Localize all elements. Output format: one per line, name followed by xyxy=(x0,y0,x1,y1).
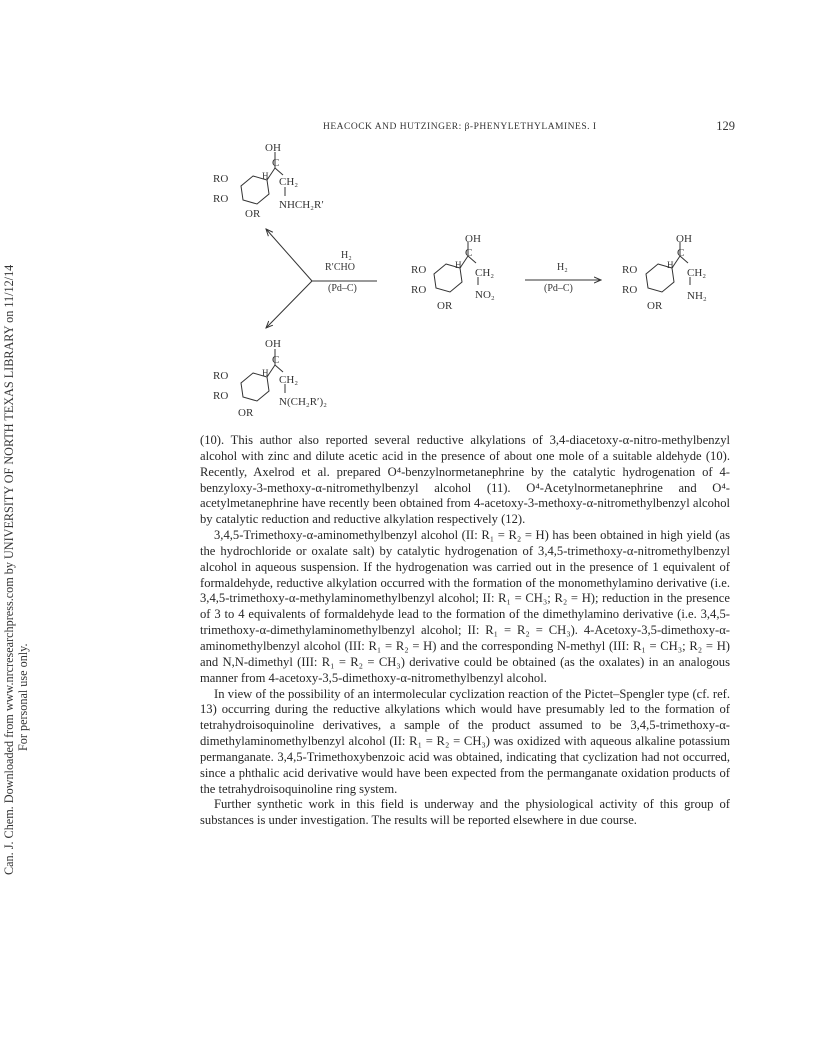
download-watermark xyxy=(2,175,46,875)
carbon-label: C xyxy=(272,354,280,366)
reaction-scheme xyxy=(195,138,755,423)
alkoxy-label: RO xyxy=(411,264,427,276)
paragraph: (10). This author also reported several reductive alkylations of 3,4-diacetoxy-α-nitro-methylbenzyl alcohol with zinc and dilute acetic acid in the presence of about one mole of a suitable aldehyde (10). Recently, Axelrod et al. prepared O⁴-benzylnormetanephrine by the catalytic hydrogenation of 4-benzyloxy-3-methoxy-α-nitromethylbenzyl alcohol (11). O⁴-Acetylnormetanephrine and O⁴-acetylmetanephrine have recently been obtained from 4-acetoxy-3-methoxy-α-nitromethylbenzyl alcohol by catalytic reduction and reductive alkylation respectively (12). xyxy=(200,433,730,527)
amino-label: NH₂ xyxy=(687,290,707,302)
hydrogen-label: H xyxy=(455,260,462,270)
alkoxy-label: RO xyxy=(622,284,638,296)
reaction-arrows xyxy=(266,229,601,328)
hydroxyl-label: OH xyxy=(265,142,281,154)
alkoxy-label: OR xyxy=(245,208,261,220)
nitro-label: NO₂ xyxy=(475,289,495,301)
paragraph: 3,4,5-Trimethoxy-α-aminomethylbenzyl alcohol (II: R₁ = R₂ = H) has been obtained in high yield (as the hydrochloride or oxalate salt) by catalytic hydrogenation of 3,4,5-trimethoxy-α-nitromethylbenzyl alcohol in aqueous suspension. If the hydrogenation was carried out in the presence of 1 equivalent of formaldehyde, reductive alkylation occurred with the formation of the monomethylamino derivative (i.e. 3,4,5-trimethoxy-α-methylaminomethylbenzyl alcohol; II: R₁ = CH₃; R₂ = H); reduction in the presence of 3 to 4 equivalents of formaldehyde lead to the formation of the dimethylamino derivative (i.e. 3,4,5-trimethoxy-α-dimethylaminomethylbenzyl alcohol; II: R₁ = R₂ = CH₃). 4-Acetoxy-3,5-dimethoxy-α-aminomethylbenzyl alcohol (III: R₁ = R₂ = H) and the corresponding N-methyl (III: R₁ = CH₃; R₂ = H) and N,N-dimethyl (III: R₁ = R₂ = CH₃) derivative could be obtained (as the oxalates) in an analogous manner from 4-acetoxy-3,5-dimethoxy-α-nitromethylbenzyl alcohol. xyxy=(200,528,730,685)
reagent-hydrogen: H₂ xyxy=(557,262,568,273)
hydrogen-label: H xyxy=(262,368,269,378)
watermark-line-2: For personal use only. xyxy=(16,643,30,751)
running-header xyxy=(190,119,740,135)
alkoxy-label: RO xyxy=(411,284,427,296)
watermark-line-1: Can. J. Chem. Downloaded from www.nrcresearchpress.com by UNIVERSITY OF NORTH TEXAS LIBRARY on 11/12/14 xyxy=(2,264,16,875)
alkoxy-label: RO xyxy=(213,390,229,402)
alkoxy-label: OR xyxy=(238,407,254,419)
alkoxy-label: OR xyxy=(647,300,663,312)
reagent-aldehyde: R′CHO xyxy=(325,262,355,273)
reagent-catalyst: (Pd–C) xyxy=(328,283,357,294)
running-title: HEACOCK AND HUTZINGER: β-PHENYLETHYLAMINES. I xyxy=(323,122,597,132)
methylene-label: CH₂ xyxy=(475,267,495,279)
alkoxy-label: RO xyxy=(213,370,229,382)
hydroxyl-label: OH xyxy=(465,233,481,245)
methylene-label: CH₂ xyxy=(279,374,299,386)
hydroxyl-label: OH xyxy=(265,338,281,350)
reagent-catalyst: (Pd–C) xyxy=(544,283,573,294)
methylene-label: CH₂ xyxy=(687,267,707,279)
hydrogen-label: H xyxy=(262,171,269,181)
amine-substituent-label: N(CH₂R′)₂ xyxy=(279,396,327,408)
carbon-label: C xyxy=(272,157,280,169)
carbon-label: C xyxy=(677,247,685,259)
hydroxyl-label: OH xyxy=(676,233,692,245)
carbon-label: C xyxy=(465,247,473,259)
paragraph: Further synthetic work in this field is underway and the physiological activity of this group of substances is under investigation. The results will be reported elsewhere in due course. xyxy=(200,797,730,828)
reagent-hydrogen: H₂ xyxy=(341,250,352,261)
page-number: 129 xyxy=(716,119,735,133)
paragraph: In view of the possibility of an intermolecular cyclization reaction of the Pictet–Spengler type (cf. ref. 13) occurring during the reductive alkylations which would have presumably led to the formation of tetrahydroisoquinoline derivatives, a sample of the product assumed to be 3,4,5-trimethoxy-α-dimethylaminomethylbenzyl alcohol (II: R₁ = R₂ = CH₃) was oxidized with aqueous alkaline potassium permanganate. 3,4,5-Trimethoxybenzoic acid was obtained, indicating that cyclization had not occurred, since a phthalic acid derivative would have been expected from the permanganate oxidation products of the tetrahydroisoquinoline ring system. xyxy=(200,686,730,796)
alkoxy-label: RO xyxy=(622,264,638,276)
alkoxy-label: RO xyxy=(213,173,229,185)
alkoxy-label: OR xyxy=(437,300,453,312)
scheme-drawing xyxy=(195,138,755,423)
amine-substituent-label: NHCH₂R′ xyxy=(279,199,324,211)
alkoxy-label: RO xyxy=(213,193,229,205)
arrow-up xyxy=(266,229,312,281)
article-body xyxy=(200,433,730,829)
methylene-label: CH₂ xyxy=(279,176,299,188)
hydrogen-label: H xyxy=(667,260,674,270)
arrow-down xyxy=(266,281,312,328)
